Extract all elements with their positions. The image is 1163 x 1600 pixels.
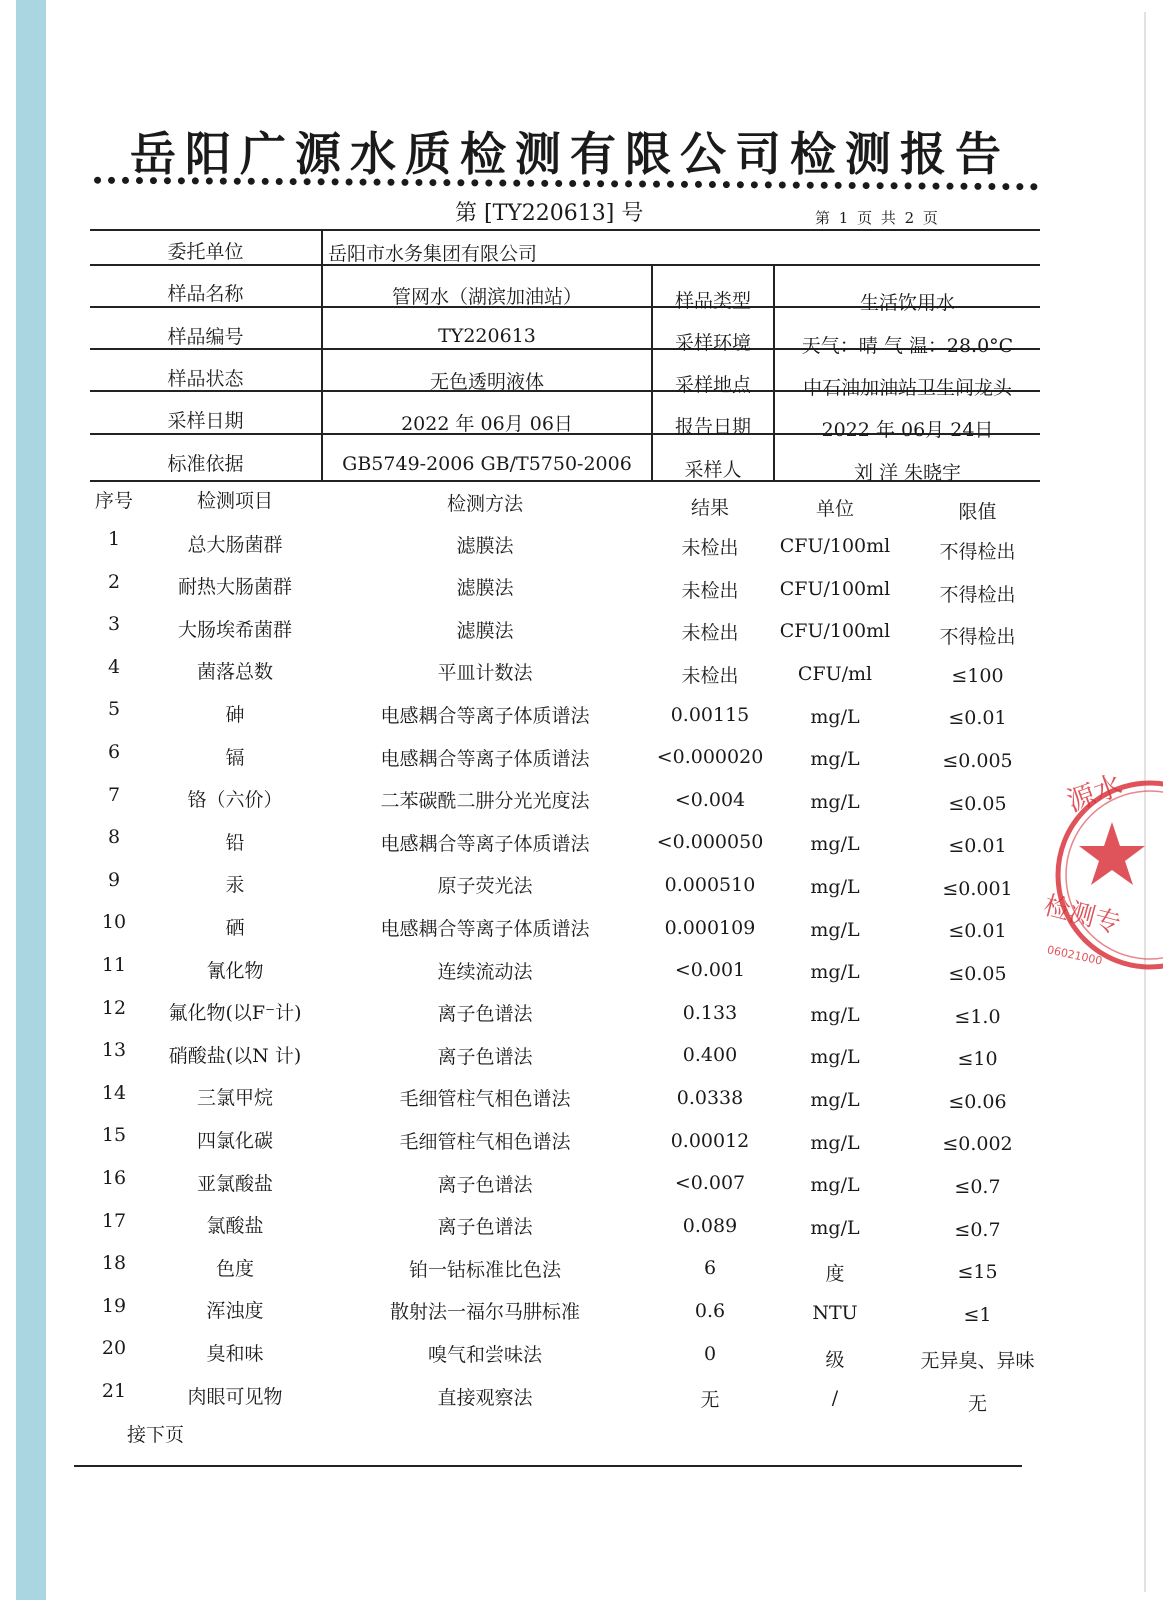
row-number: 17 [101, 1209, 127, 1232]
table-row [90, 613, 1040, 655]
env-value: 天气：晴 气 温：28.0°C [801, 335, 1014, 357]
table-row [90, 1167, 1040, 1209]
sample-no-value: TY220613 [438, 325, 536, 347]
row-method: 电感耦合等离子体质谱法 [380, 705, 590, 728]
row-item: 镉 [225, 746, 245, 769]
sampler-value: 刘 洋 朱晓宇 [853, 462, 962, 484]
row-number: 2 [107, 570, 121, 593]
sample-name-value: 管网水（湖滨加油站） [391, 286, 582, 308]
seal-text-bottom: 检测专 [1040, 890, 1124, 940]
row-limit: ≤0.7 [954, 1176, 1001, 1199]
sample-type-value: 生活饮用水 [859, 292, 955, 314]
row-item: 浑浊度 [206, 1300, 264, 1323]
header-unit: 单位 [815, 498, 854, 520]
row-unit: mg/L [810, 833, 860, 856]
row-item: 色度 [215, 1257, 254, 1280]
table-row [90, 997, 1040, 1039]
results-header [90, 486, 1040, 528]
row-limit: 不得检出 [939, 583, 1016, 606]
row-unit: mg/L [810, 1046, 860, 1069]
row-result: <0.004 [674, 788, 746, 811]
row-method: 毛细管柱气相色谱法 [399, 1088, 571, 1111]
row-method: 直接观察法 [437, 1386, 533, 1409]
row-result: 0.000510 [664, 874, 756, 897]
row-item: 耐热大肠菌群 [177, 576, 292, 599]
report-number: 第 [TY220613] 号 [455, 201, 644, 226]
row-number: 15 [101, 1124, 127, 1147]
table-row [90, 784, 1040, 826]
table-row [90, 656, 1040, 698]
table-row [90, 911, 1040, 953]
row-number: 5 [107, 698, 121, 721]
row-item: 臭和味 [206, 1342, 264, 1365]
location-value: 中石油加油站卫生间龙头 [802, 377, 1012, 399]
row-number: 19 [101, 1294, 127, 1317]
sample-type-label: 样品类型 [674, 290, 751, 312]
row-unit: mg/L [810, 918, 860, 941]
row-limit: 不得检出 [939, 541, 1016, 564]
row-item: 铬（六价） [187, 789, 283, 812]
row-unit: mg/L [810, 790, 860, 813]
row-limit: ≤0.7 [954, 1218, 1001, 1241]
row-result: 0.133 [682, 1001, 738, 1024]
row-method: 滤膜法 [456, 619, 514, 642]
row-number: 21 [101, 1380, 127, 1402]
table-row [90, 1039, 1040, 1081]
table-row [90, 528, 1040, 570]
row-limit: ≤100 [951, 664, 1004, 687]
row-method: 铂一钴标准比色法 [408, 1258, 561, 1281]
table-row [90, 1082, 1040, 1124]
seal-serial: 06021000 [1045, 943, 1104, 968]
row-unit: mg/L [810, 1216, 860, 1239]
row-unit: CFU/100ml [779, 577, 891, 600]
inspection-seal [1040, 760, 1163, 990]
row-item: 氟化物(以F⁻计) [168, 1002, 302, 1025]
report-date-label: 报告日期 [674, 416, 751, 438]
row-method: 连续流动法 [437, 960, 533, 983]
row-unit: mg/L [810, 705, 860, 728]
row-item: 氯酸盐 [206, 1215, 264, 1238]
row-unit: 级 [825, 1348, 845, 1371]
row-number: 10 [101, 911, 127, 934]
client-label: 委托单位 [167, 241, 244, 263]
row-result: 0.00115 [670, 703, 750, 726]
row-limit: ≤0.01 [948, 835, 1007, 858]
row-unit: mg/L [810, 1131, 860, 1154]
info-col-divider [321, 229, 323, 482]
env-label: 采样环境 [674, 332, 751, 354]
row-limit: ≤0.05 [948, 792, 1007, 815]
table-row [90, 1295, 1040, 1337]
row-result: <0.001 [674, 959, 746, 982]
row-unit: 度 [825, 1263, 845, 1286]
page-edge-strip [16, 0, 46, 1600]
row-limit: ≤15 [957, 1261, 998, 1284]
row-method: 离子色谱法 [437, 1045, 533, 1068]
row-method: 二苯碳酰二肼分光光度法 [380, 790, 590, 813]
row-unit: CFU/100ml [779, 535, 891, 558]
row-result: 0 [703, 1342, 717, 1365]
row-item: 砷 [225, 703, 245, 726]
table-row [90, 698, 1040, 740]
standard-value: GB5749-2006 GB/T5750-2006 [342, 453, 632, 475]
row-result: 未检出 [681, 665, 739, 688]
row-limit: ≤1.0 [954, 1005, 1001, 1028]
table-row [90, 1337, 1040, 1379]
sampler-label: 采样人 [684, 459, 742, 481]
row-limit: 无 [967, 1393, 987, 1416]
row-method: 嗅气和尝味法 [427, 1344, 542, 1367]
sampling-date-label: 采样日期 [167, 410, 244, 432]
row-result: <0.007 [674, 1172, 746, 1195]
row-result: 0.6 [694, 1300, 726, 1323]
state-label: 样品状态 [167, 368, 244, 390]
report-date-value: 2022 年 06月 24日 [821, 419, 994, 441]
seal-star-icon [1079, 822, 1145, 885]
sample-no-label: 样品编号 [167, 326, 244, 348]
row-result: 0.400 [682, 1044, 738, 1067]
row-result: 0.000109 [664, 916, 756, 939]
info-row-divider [90, 264, 1040, 266]
sample-name-label: 样品名称 [167, 283, 244, 305]
row-limit: ≤0.001 [942, 877, 1013, 900]
header-item: 检测项目 [196, 490, 273, 512]
row-item: 肉眼可见物 [187, 1385, 283, 1408]
standard-label: 标准依据 [167, 453, 244, 475]
row-result: 0.00012 [670, 1129, 750, 1152]
table-row [90, 571, 1040, 613]
row-number: 16 [101, 1167, 127, 1189]
row-result: 0.089 [682, 1214, 738, 1237]
row-method: 电感耦合等离子体质谱法 [380, 918, 590, 941]
row-number: 20 [101, 1337, 127, 1360]
sampling-date-value: 2022 年 06月 06日 [401, 413, 573, 435]
row-unit: mg/L [810, 1174, 860, 1197]
row-limit: ≤1 [963, 1303, 992, 1326]
row-unit: mg/L [810, 1088, 860, 1111]
row-limit: ≤0.002 [942, 1133, 1013, 1156]
row-number: 1 [107, 528, 121, 550]
header-result: 结果 [690, 497, 729, 519]
row-method: 毛细管柱气相色谱法 [399, 1131, 571, 1154]
row-limit: ≤0.01 [948, 707, 1007, 730]
row-method: 离子色谱法 [437, 1173, 533, 1196]
row-item: 亚氯酸盐 [196, 1172, 273, 1195]
row-item: 铅 [225, 831, 245, 854]
table-row [90, 1380, 1040, 1422]
row-number: 3 [107, 613, 121, 636]
seal-text-top: 源水 [1062, 768, 1127, 819]
row-method: 电感耦合等离子体质谱法 [380, 832, 590, 855]
table-row [90, 826, 1040, 868]
row-item: 大肠埃希菌群 [177, 618, 292, 641]
row-unit: mg/L [810, 748, 860, 771]
table-row [90, 1124, 1040, 1166]
row-limit: ≤0.06 [948, 1090, 1007, 1113]
row-item: 氰化物 [206, 959, 264, 982]
row-method: 滤膜法 [456, 534, 514, 557]
row-number: 13 [101, 1039, 127, 1062]
row-item: 硝酸盐(以N 计) [168, 1044, 302, 1067]
row-item: 三氯甲烷 [196, 1087, 273, 1110]
row-unit: mg/L [810, 961, 860, 984]
row-method: 散射法一福尔马肼标准 [389, 1301, 580, 1324]
row-number: 9 [107, 868, 121, 891]
row-result: 未检出 [681, 622, 739, 645]
row-result: <0.000050 [656, 831, 764, 854]
row-method: 电感耦合等离子体质谱法 [380, 747, 590, 770]
header-no: 序号 [94, 490, 133, 512]
row-item: 菌落总数 [196, 661, 273, 684]
row-result: 未检出 [681, 579, 739, 602]
row-method: 离子色谱法 [437, 1216, 533, 1239]
row-limit: 不得检出 [939, 626, 1016, 649]
report-title: 岳阳广源水质检测有限公司检测报告 [130, 127, 1010, 181]
row-limit: ≤0.05 [948, 963, 1007, 986]
page-indicator: 第 1 页 共 2 页 [815, 209, 938, 227]
row-limit: ≤0.01 [948, 920, 1007, 943]
row-unit: / [831, 1387, 839, 1410]
row-item: 总大肠菌群 [187, 533, 283, 556]
row-number: 14 [101, 1081, 127, 1104]
row-number: 11 [101, 954, 127, 976]
state-value: 无色透明液体 [429, 371, 544, 393]
location-label: 采样地点 [674, 374, 751, 396]
row-unit: CFU/100ml [779, 620, 891, 643]
row-limit: 无异臭、异味 [920, 1350, 1035, 1373]
row-number: 12 [101, 996, 127, 1019]
row-number: 8 [107, 826, 121, 849]
row-number: 4 [107, 655, 121, 678]
row-unit: mg/L [810, 1003, 860, 1026]
row-number: 6 [107, 741, 121, 763]
table-row [90, 869, 1040, 911]
client-value: 岳阳市水务集团有限公司 [328, 243, 538, 265]
continued-note: 接下页 [127, 1424, 185, 1446]
footer-rule [74, 1465, 1022, 1467]
info-table-top-rule [90, 229, 1040, 231]
row-limit: ≤10 [957, 1048, 998, 1071]
row-result: 0.0338 [676, 1087, 744, 1110]
row-result: <0.000020 [656, 746, 764, 769]
row-unit: NTU [812, 1301, 858, 1324]
row-item: 汞 [225, 874, 245, 897]
row-method: 平皿计数法 [437, 662, 533, 685]
row-result: 未检出 [681, 537, 739, 560]
header-method: 检测方法 [446, 493, 523, 515]
table-row [90, 954, 1040, 996]
row-method: 原子荧光法 [437, 875, 533, 898]
row-number: 7 [107, 783, 121, 806]
row-limit: ≤0.005 [942, 750, 1013, 773]
table-row [90, 1210, 1040, 1252]
header-limit: 限值 [958, 501, 997, 523]
row-method: 滤膜法 [456, 577, 514, 600]
row-unit: CFU/ml [797, 662, 873, 685]
row-item: 四氯化碳 [196, 1129, 273, 1152]
row-result: 无 [700, 1389, 720, 1412]
row-unit: mg/L [810, 875, 860, 898]
row-item: 硒 [225, 916, 245, 939]
row-method: 离子色谱法 [437, 1003, 533, 1026]
table-row [90, 741, 1040, 783]
table-row [90, 1252, 1040, 1294]
row-number: 18 [101, 1252, 127, 1275]
row-result: 6 [703, 1257, 717, 1280]
